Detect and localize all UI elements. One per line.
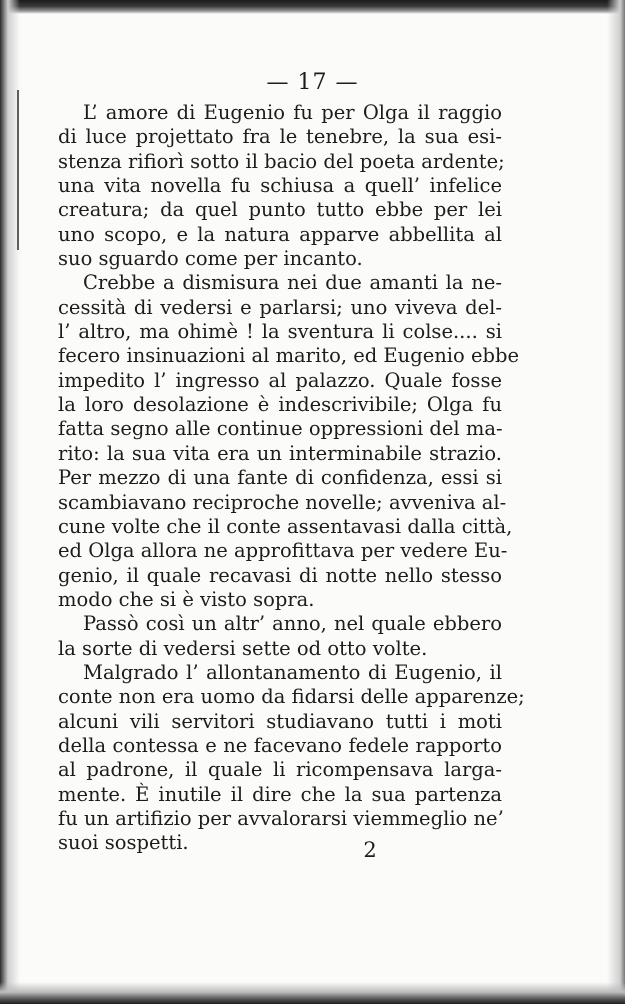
text-line: fatta segno alle continue oppressioni del ma- [58,417,503,441]
text-line: cune volte che il conte assentavasi dalla città, [58,514,513,538]
text-line: modo che si è visto sopra. [58,587,315,611]
text-line: cessità di vedersi e parlarsi; uno viveva del- [58,295,502,319]
text-line: creatura; da quel punto tutto ebbe per lei [58,198,502,222]
text-line: al padrone, il quale li ricompensava larga- [58,758,502,782]
text-line: impedito l’ ingresso al palazzo. Quale fosse [58,368,502,392]
text-line: Per mezzo di una fante di confidenza, essi si [58,466,502,490]
text-line: mente. È inutile il dire che la sua partenza [58,782,502,806]
text-line: la sorte di vedersi sette od otto volte. [58,636,428,660]
scan-bottom-edge [0,982,625,1004]
text-line: fu un artifizio per avvalorarsi viemmeglio ne’ [58,806,504,830]
text-line: suo sguardo come per incanto. [58,247,363,271]
text-line: ed Olga allora ne approfittava per vedere Eu- [58,539,508,563]
text-line: genio, il quale recavasi di notte nello stesso [58,563,502,587]
text-line: alcuni vili servitori studiavano tutti i moti [58,709,502,733]
text-line: una vita novella fu schiusa a quell’ infelice [58,174,502,198]
text-line: Crebbe a dismisura nei due amanti la ne- [83,271,502,295]
text-line: rito: la sua vita era un interminabile strazio. [58,441,502,465]
text-line: l’ altro, ma ohimè ! la sventura li colse.... si [58,320,502,344]
text-line: della contessa e ne facevano fedele rapporto [58,733,502,757]
scan-top-edge [0,0,625,14]
text-line: scambiavano reciproche novelle; avveniva al- [58,490,507,514]
text-line: stenza rifiorì sotto il bacio del poeta ardente; [58,149,505,173]
page-number: — 17 — [266,70,359,95]
text-line: conte non era uomo da fidarsi delle apparenze; [58,685,525,709]
body-text [58,101,525,856]
text-line: fecero insinuazioni al marito, ed Eugenio ebbe [58,344,520,368]
text-line: Passò così un altr’ anno, nel quale ebbero [83,612,502,636]
text-line: la loro desolazione è indescrivibile; Olga fu [58,393,502,417]
text-line: L’ amore di Eugenio fu per Olga il raggio [83,101,502,124]
text-line: suoi sospetti. [58,831,189,855]
text-line: di luce projettato fra le tenebre, la sua esi- [58,125,502,149]
text-line: uno scopo, e la natura apparve abbellita al [58,222,502,246]
signature-mark: 2 [363,838,377,862]
scan-binding-shadow [17,90,19,250]
text-line: Malgrado l’ allontanamento di Eugenio, il [83,660,502,684]
